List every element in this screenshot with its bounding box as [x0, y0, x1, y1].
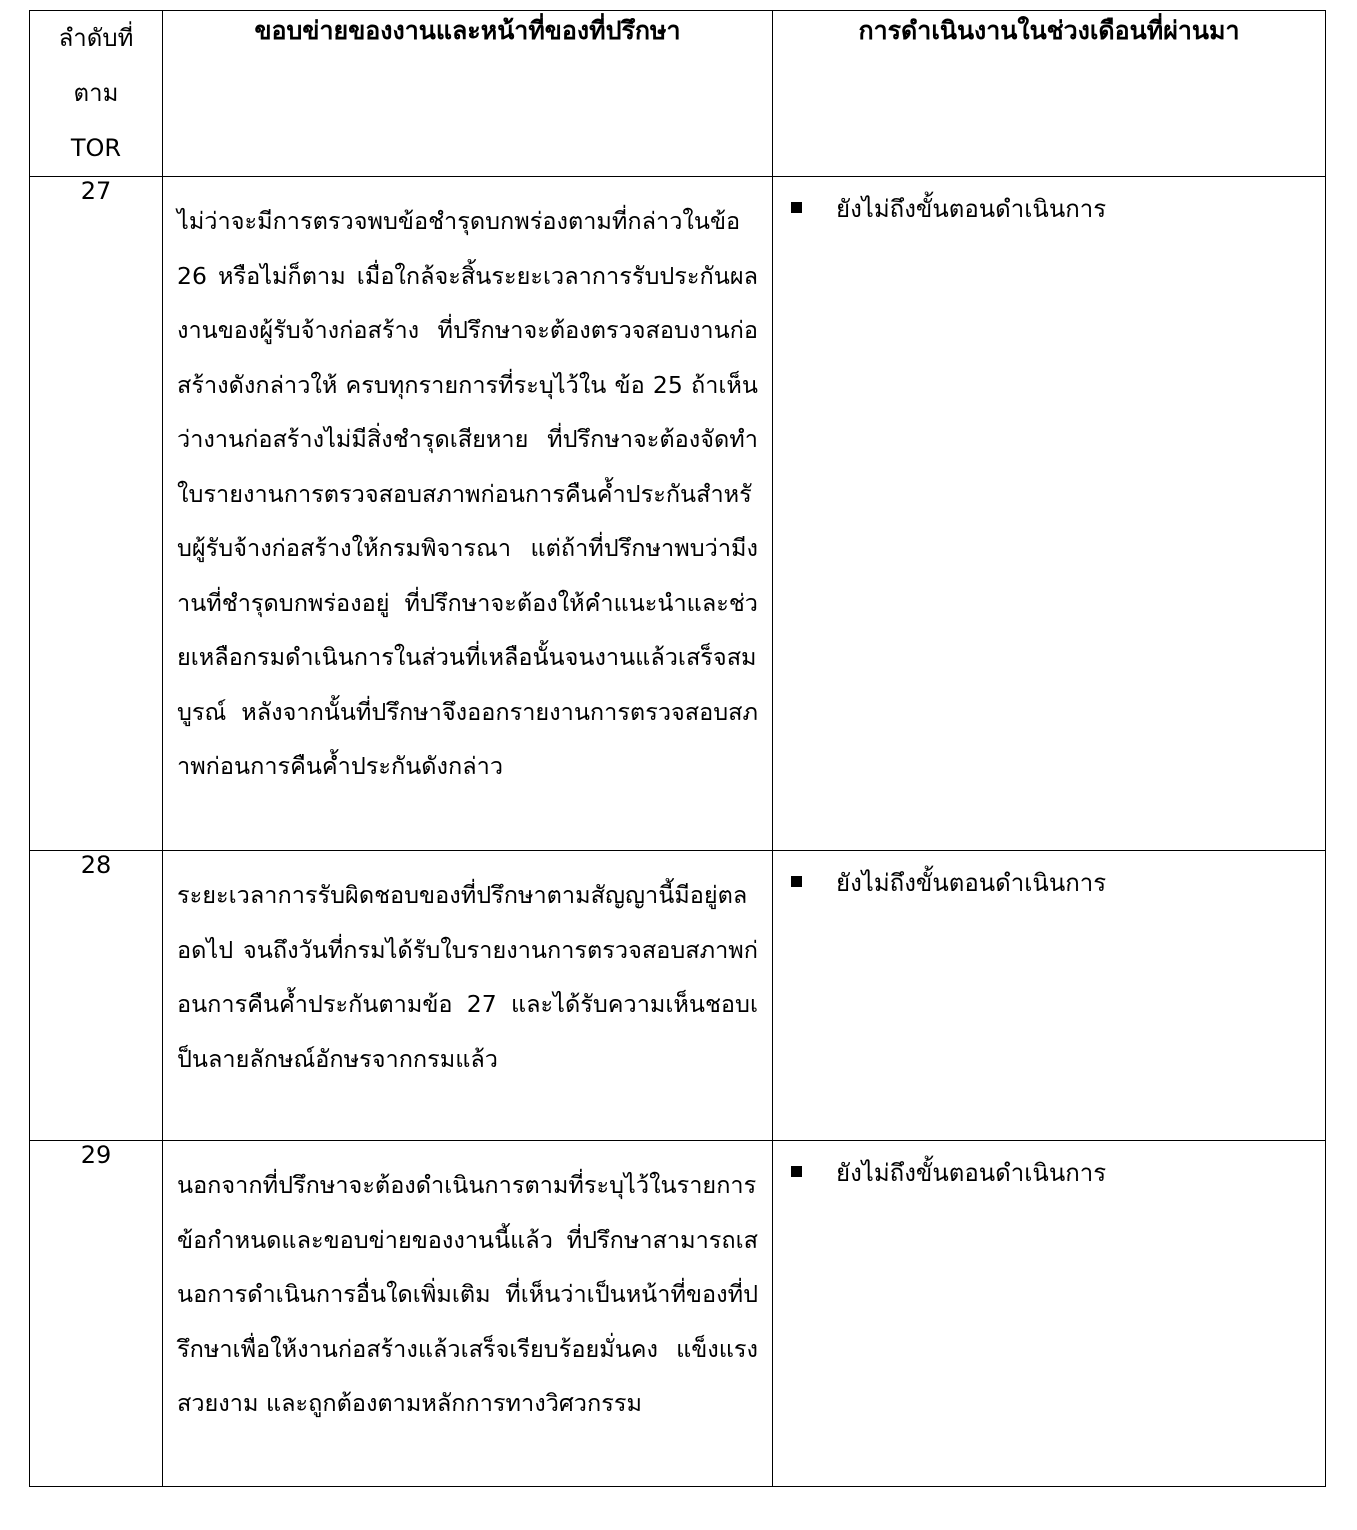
progress-item [791, 863, 1325, 902]
header-tor-number-line: ลำดับที่ [58, 24, 134, 52]
progress-cell [773, 1141, 1326, 1487]
tor-number-cell: 28 [30, 851, 163, 1141]
progress-item [791, 189, 1325, 228]
progress-text: ยังไม่ถึงขั้นตอนดำเนินการ [836, 1159, 1107, 1187]
header-tor-number [30, 11, 163, 177]
table-header-row [30, 11, 1326, 177]
table-row [30, 851, 1326, 1141]
progress-cell [773, 851, 1326, 1141]
tor-progress-table [29, 10, 1326, 1487]
scope-text: นอกจากที่ปรึกษาจะต้องดำเนินการตามที่ระบุไว้ในรายการข้อกำหนดและขอบข่ายของงานนี้แล้ว ที่ปรึกษาสามารถเสนอการดำเนินการอื่นใดเพิ่มเติม ที่เห็นว่าเป็นหน้าที่ของที่ปรึกษาเพื่อให้งานก่อสร้างแล้วเสร็จเรียบร้อยมั่นคง แข็งแรง สวยงาม และถูกต้องตามหลักการทางวิศวกรรม [177, 1171, 758, 1417]
table-row [30, 1141, 1326, 1487]
tor-number-cell: 27 [30, 177, 163, 851]
scope-cell [163, 851, 773, 1141]
progress-text: ยังไม่ถึงขั้นตอนดำเนินการ [836, 195, 1107, 223]
tor-number-cell: 29 [30, 1141, 163, 1487]
square-bullet-icon [791, 876, 802, 887]
scope-cell [163, 177, 773, 851]
progress-text: ยังไม่ถึงขั้นตอนดำเนินการ [836, 869, 1107, 897]
scope-text: ไม่ว่าจะมีการตรวจพบข้อชำรุดบกพร่องตามที่กล่าวในข้อ 26 หรือไม่ก็ตาม เมื่อใกล้จะสิ้นระยะเวลาการรับประกันผลงานของผู้รับจ้างก่อสร้าง ที่ปรึกษาจะต้องตรวจสอบงานก่อสร้างดังกล่าวให้ ครบทุกรายการที่ระบุไว้ใน ข้อ 25 ถ้าเห็นว่างานก่อสร้างไม่มีสิ่งชำรุดเสียหาย ที่ปรึกษาจะต้องจัดทำใบรายงานการตรวจสอบสภาพก่อนการคืนค้ำประกันสำหรับผู้รับจ้างก่อสร้างให้กรมพิจารณา แต่ถ้าที่ปรึกษาพบว่ามีงานที่ชำรุดบกพร่องอยู่ ที่ปรึกษาจะต้องให้คำแนะนำและช่วยเหลือกรมดำเนินการในส่วนที่เหลือนั้นจนงานแล้วเสร็จสมบูรณ์ หลังจากนั้นที่ปรึกษาจึงออกรายงานการตรวจสอบสภาพก่อนการคืนค้ำประกันดังกล่าว [177, 207, 758, 780]
progress-cell [773, 177, 1326, 851]
header-progress: การดำเนินงานในช่วงเดือนที่ผ่านมา [773, 11, 1326, 177]
scope-text: ระยะเวลาการรับผิดชอบของที่ปรึกษาตามสัญญานี้มีอยู่ตลอดไป จนถึงวันที่กรมได้รับใบรายงานการตรวจสอบสภาพก่อนการคืนค้ำประกันตามข้อ 27 และได้รับความเห็นชอบเป็นลายลักษณ์อักษรจากกรมแล้ว [177, 881, 758, 1073]
header-tor-number-line: ตาม [73, 79, 119, 107]
table-row [30, 177, 1326, 851]
square-bullet-icon [791, 1166, 802, 1177]
header-scope-of-work: ขอบข่ายของงานและหน้าที่ของที่ปรึกษา [163, 11, 773, 177]
header-tor-number-line: TOR [70, 134, 122, 162]
square-bullet-icon [791, 202, 802, 213]
scope-cell [163, 1141, 773, 1487]
progress-item [791, 1153, 1325, 1192]
